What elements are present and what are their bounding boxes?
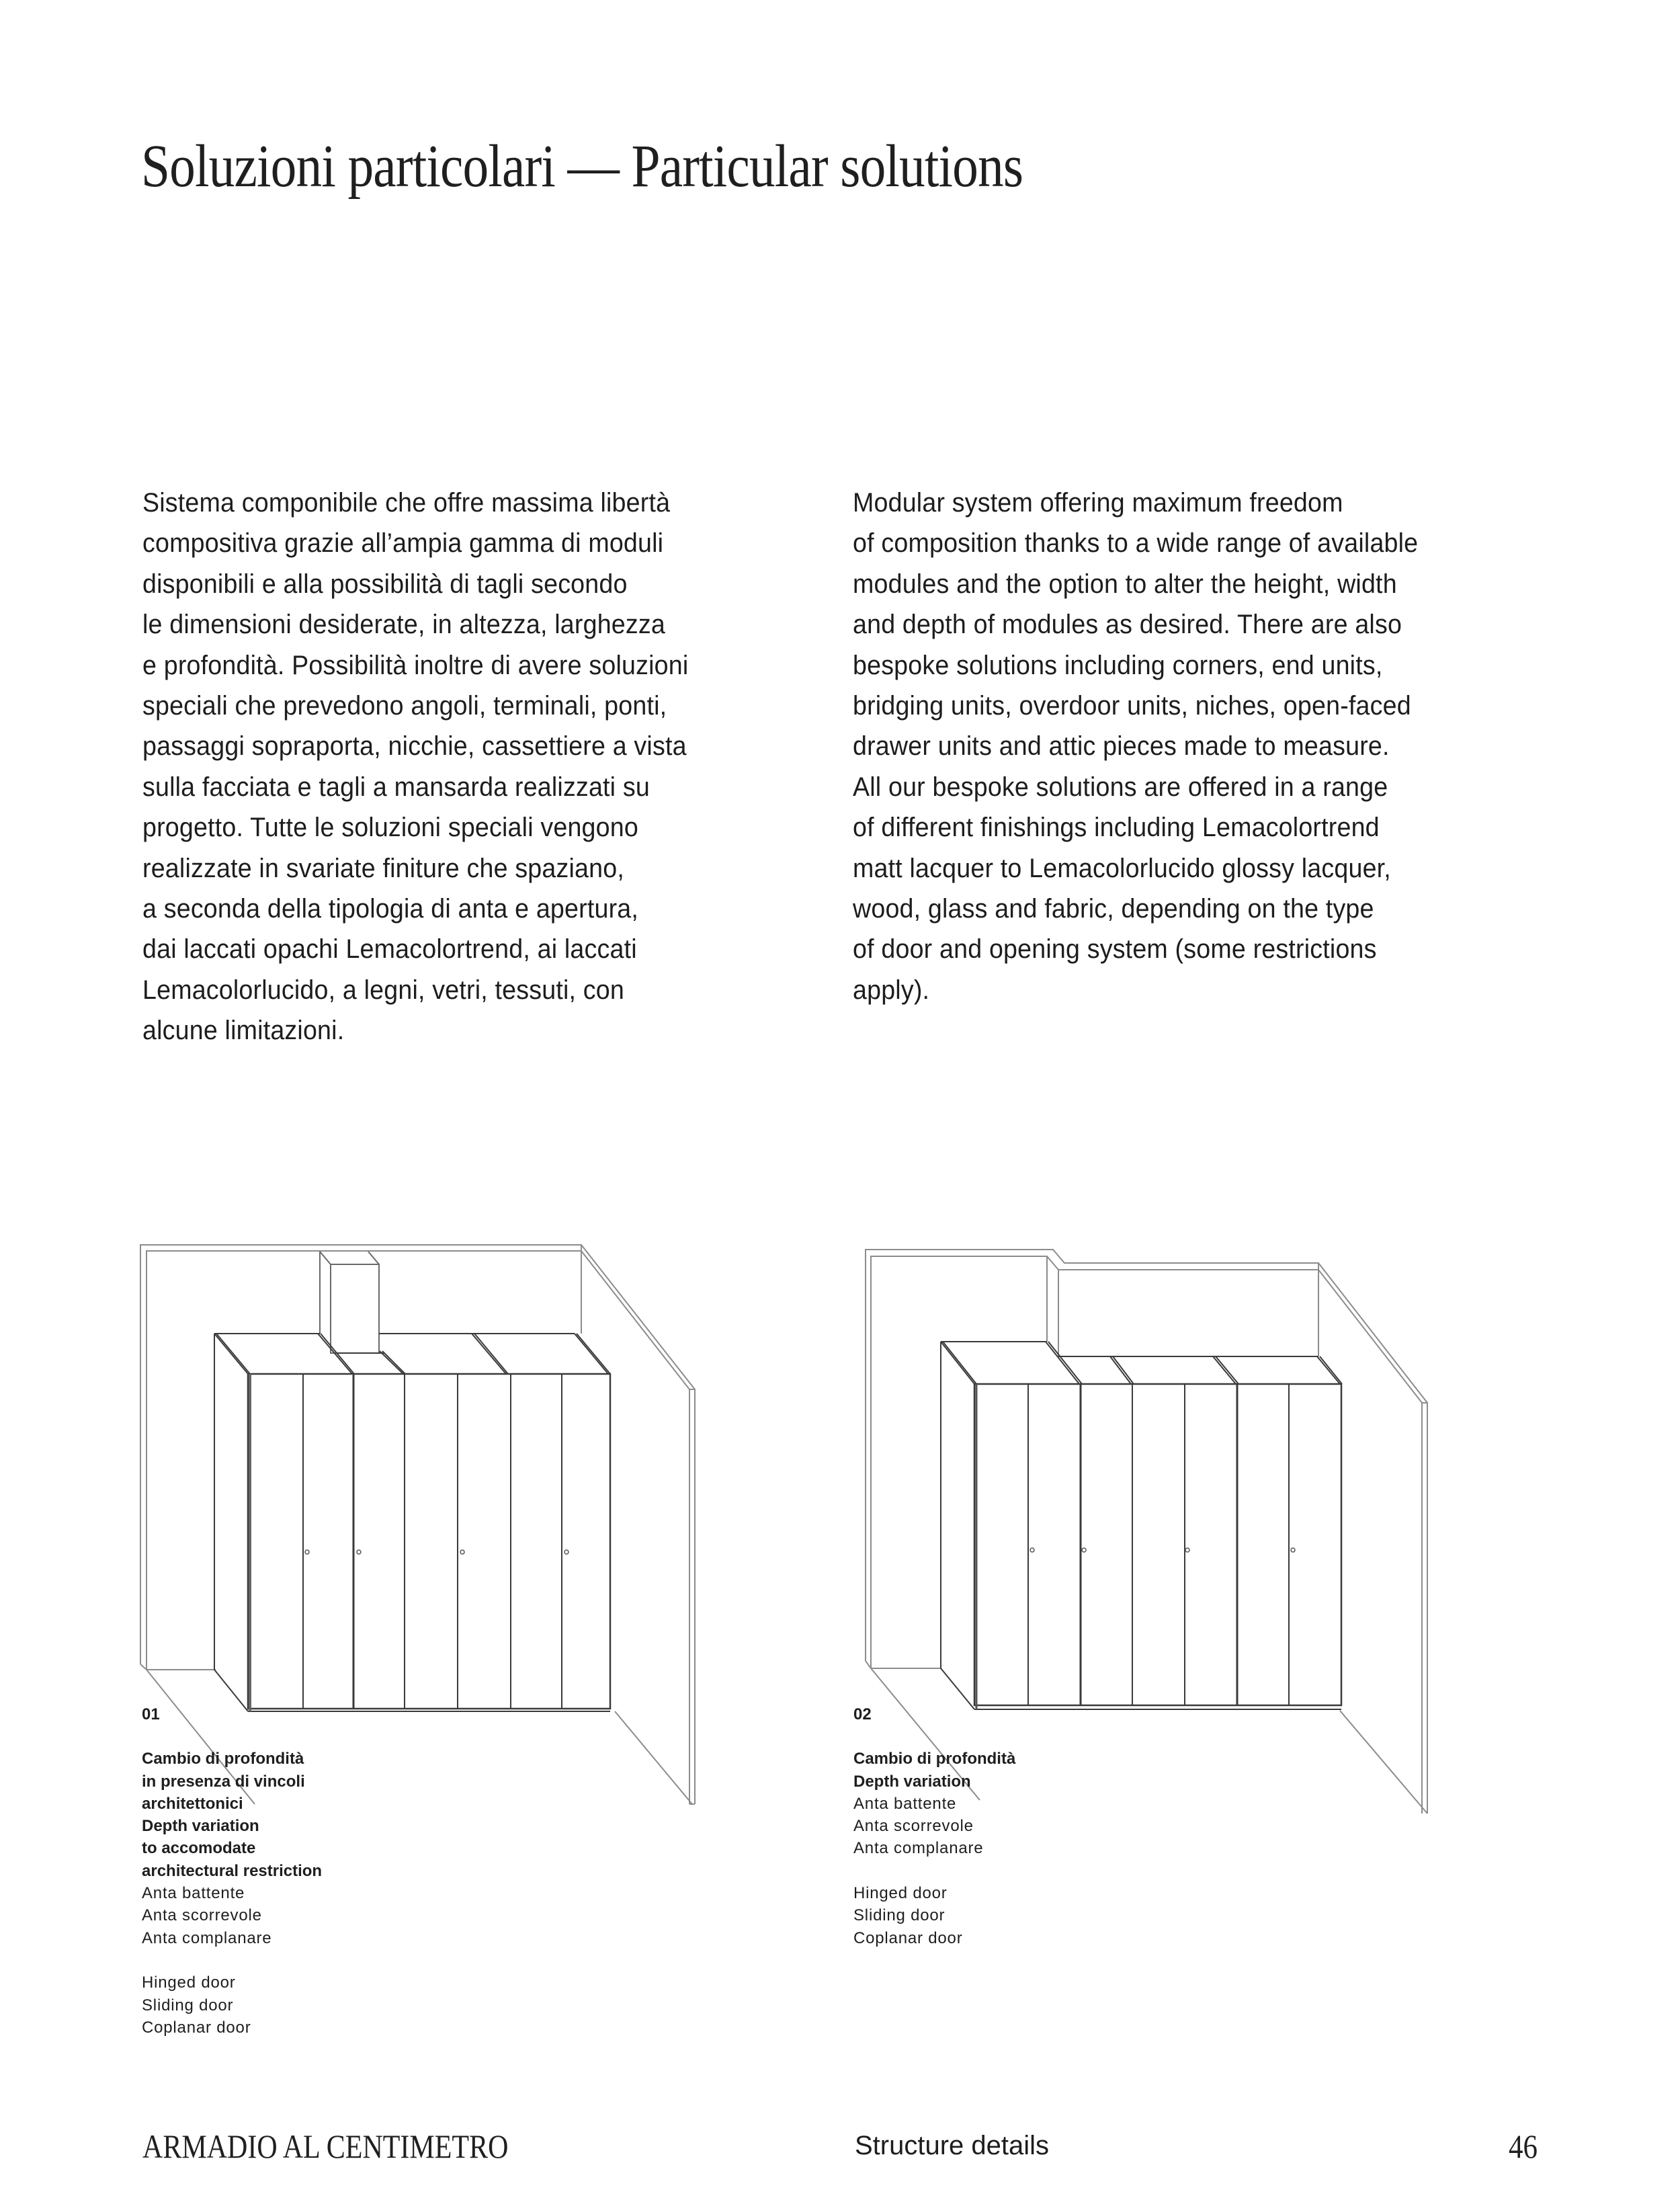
caption-bold-line: Cambio di profondità [853,1750,1016,1768]
text-line: sulla facciata e tagli a mansarda realizzati su [142,772,650,802]
text-line: Sistema componibile che offre massima libertà [142,488,671,518]
text-line: progetto. Tutte le soluzioni speciali vengono [142,813,638,843]
text-line: bridging units, overdoor units, niches, open-faced [853,691,1411,721]
text-line: realizzate in svariate finiture che spaziano, [142,853,624,883]
text-line: dai laccati opachi Lemacolortrend, ai laccati [142,934,637,965]
text-line: Modular system offering maximum freedom [853,488,1343,518]
cabinet-top-diag [1213,1356,1236,1384]
back-wall-top-inner [146,1251,689,1670]
text-line: passaggi sopraporta, nicchie, cassettiere a vista [142,731,687,762]
column-edge [368,1252,379,1264]
text-line: apply). [853,975,930,1005]
text-line: compositiva grazie all’ampia gamma di moduli [142,528,664,559]
cabinet-top-diag [941,1342,974,1384]
cabinet-top-diag [1048,1342,1082,1384]
text-line: a seconda della tipologia di anta e apertura, [142,894,639,924]
caption-bold-line: Depth variation [853,1772,971,1791]
footer-brand: ARMADIO AL CENTIMETRO [142,2127,509,2165]
spacer [853,1860,1015,1882]
english-description [853,483,1538,1010]
door-knobs [305,1550,569,1554]
knob-icon [305,1550,309,1554]
wall-top-inner [871,1256,1422,1668]
knob-icon [460,1550,464,1554]
figure-02-caption [853,1703,1015,1949]
door-type-en: Coplanar door [853,1928,963,1947]
door-type-en: Hinged door [142,1973,236,1992]
caption-bold-line: to accomodate [142,1839,256,1858]
text-line: disponibili e alla possibilità di tagli secondo [142,569,628,599]
caption-bold-line: architettonici [142,1794,243,1813]
knob-icon [1082,1548,1086,1552]
knob-icon [1030,1548,1034,1552]
cabinet-front [248,1374,610,1709]
cabinet-top-diag [1110,1356,1131,1384]
door-knobs [1030,1548,1295,1552]
text-line: All our bespoke solutions are offered in a range [853,772,1388,802]
door-type-it: Anta scorrevole [142,1906,262,1925]
text-line: and depth of modules as desired. There are also [853,610,1402,640]
cabinet-top-diag [577,1334,610,1374]
left-wall-cap [140,1664,146,1670]
cabinet-top-diag [1317,1356,1340,1384]
knob-icon [357,1550,361,1554]
door-type-it: Anta complanare [142,1928,272,1947]
door-type-it: Anta complanare [853,1839,984,1858]
door-type-en: Sliding door [853,1906,946,1925]
cabinet-top-diag [943,1342,976,1384]
footer-section-title: Structure details [855,2131,1050,2160]
knob-icon [564,1550,569,1554]
cabinet-top-diag [575,1334,608,1374]
cabinet-top-diag [318,1334,352,1374]
left-wall-cap [866,1661,871,1668]
page-number: 46 [1509,2127,1538,2165]
text-line: le dimensioni desiderate, in altezza, larghezza [142,610,665,640]
cabinet-top-diag [474,1334,508,1374]
wardrobe-body [941,1342,1342,1709]
cabinet-top-diag [472,1334,506,1374]
italian-description [142,483,828,1051]
cabinet-top-diag [382,1351,405,1374]
door-type-en: Hinged door [853,1884,948,1903]
column-front [331,1264,379,1353]
caption-bold-line: architectural restriction [142,1861,323,1880]
text-line: speciali che prevedono angoli, terminali, ponti, [142,691,667,721]
cabinet-top-diag [216,1334,250,1374]
column-edge [320,1252,331,1264]
text-line: of composition thanks to a wide range of available [853,528,1419,559]
text-line: of door and opening system (some restrictions [853,934,1377,965]
text-line: wood, glass and fabric, depending on the type [853,894,1374,924]
figure-01-caption [142,1703,322,2039]
caption-bold-line: Cambio di profondità [142,1750,304,1768]
knob-icon [1291,1548,1295,1552]
cabinet-top-diag [214,1334,248,1374]
text-line: modules and the option to alter the height, width [853,569,1397,599]
wardrobe-body [214,1334,610,1711]
cabinet-top-diag [1046,1342,1079,1384]
cabinet-top-diag [321,1334,354,1374]
door-type-en: Sliding door [142,1996,234,2014]
figure-number: 02 [853,1705,872,1723]
cabinet-top-diag [380,1351,403,1374]
door-seams [303,1374,562,1709]
caption-bold-line: Depth variation [142,1817,259,1836]
knob-icon [1185,1548,1189,1552]
text-line: e profondità. Possibilità inoltre di avere soluzioni [142,650,689,680]
floor-edge-right [1340,1711,1427,1814]
text-line: bespoke solutions including corners, end units, [853,650,1383,680]
cabinet-front [974,1384,1341,1705]
figure-number: 01 [142,1705,160,1723]
cabinet-top-diag [1216,1356,1238,1384]
door-seams [1028,1384,1289,1705]
cabinet-top-diag [1320,1356,1342,1384]
structural-column [320,1252,379,1353]
text-line: Lemacolorlucido, a legni, vetri, tessuti, con [142,975,624,1005]
text-line: of different finishings including Lemacolortrend [853,813,1380,843]
cabinet-top-diag [1113,1356,1134,1384]
spacer [142,1949,322,1971]
door-type-it: Anta battente [853,1794,957,1813]
text-line: drawer units and attic pieces made to measure. [853,731,1390,762]
floor-edge-right [615,1711,692,1804]
page-title: Soluzioni particolari — Particular solutions [141,133,1023,200]
text-line: matt lacquer to Lemacolorlucido glossy lacquer, [853,853,1391,883]
text-line: alcune limitazioni. [142,1016,345,1046]
caption-bold-line: in presenza di vincoli [142,1772,305,1791]
door-type-it: Anta battente [142,1884,245,1903]
door-type-it: Anta scorrevole [853,1817,974,1836]
door-type-en: Coplanar door [142,2018,251,2037]
